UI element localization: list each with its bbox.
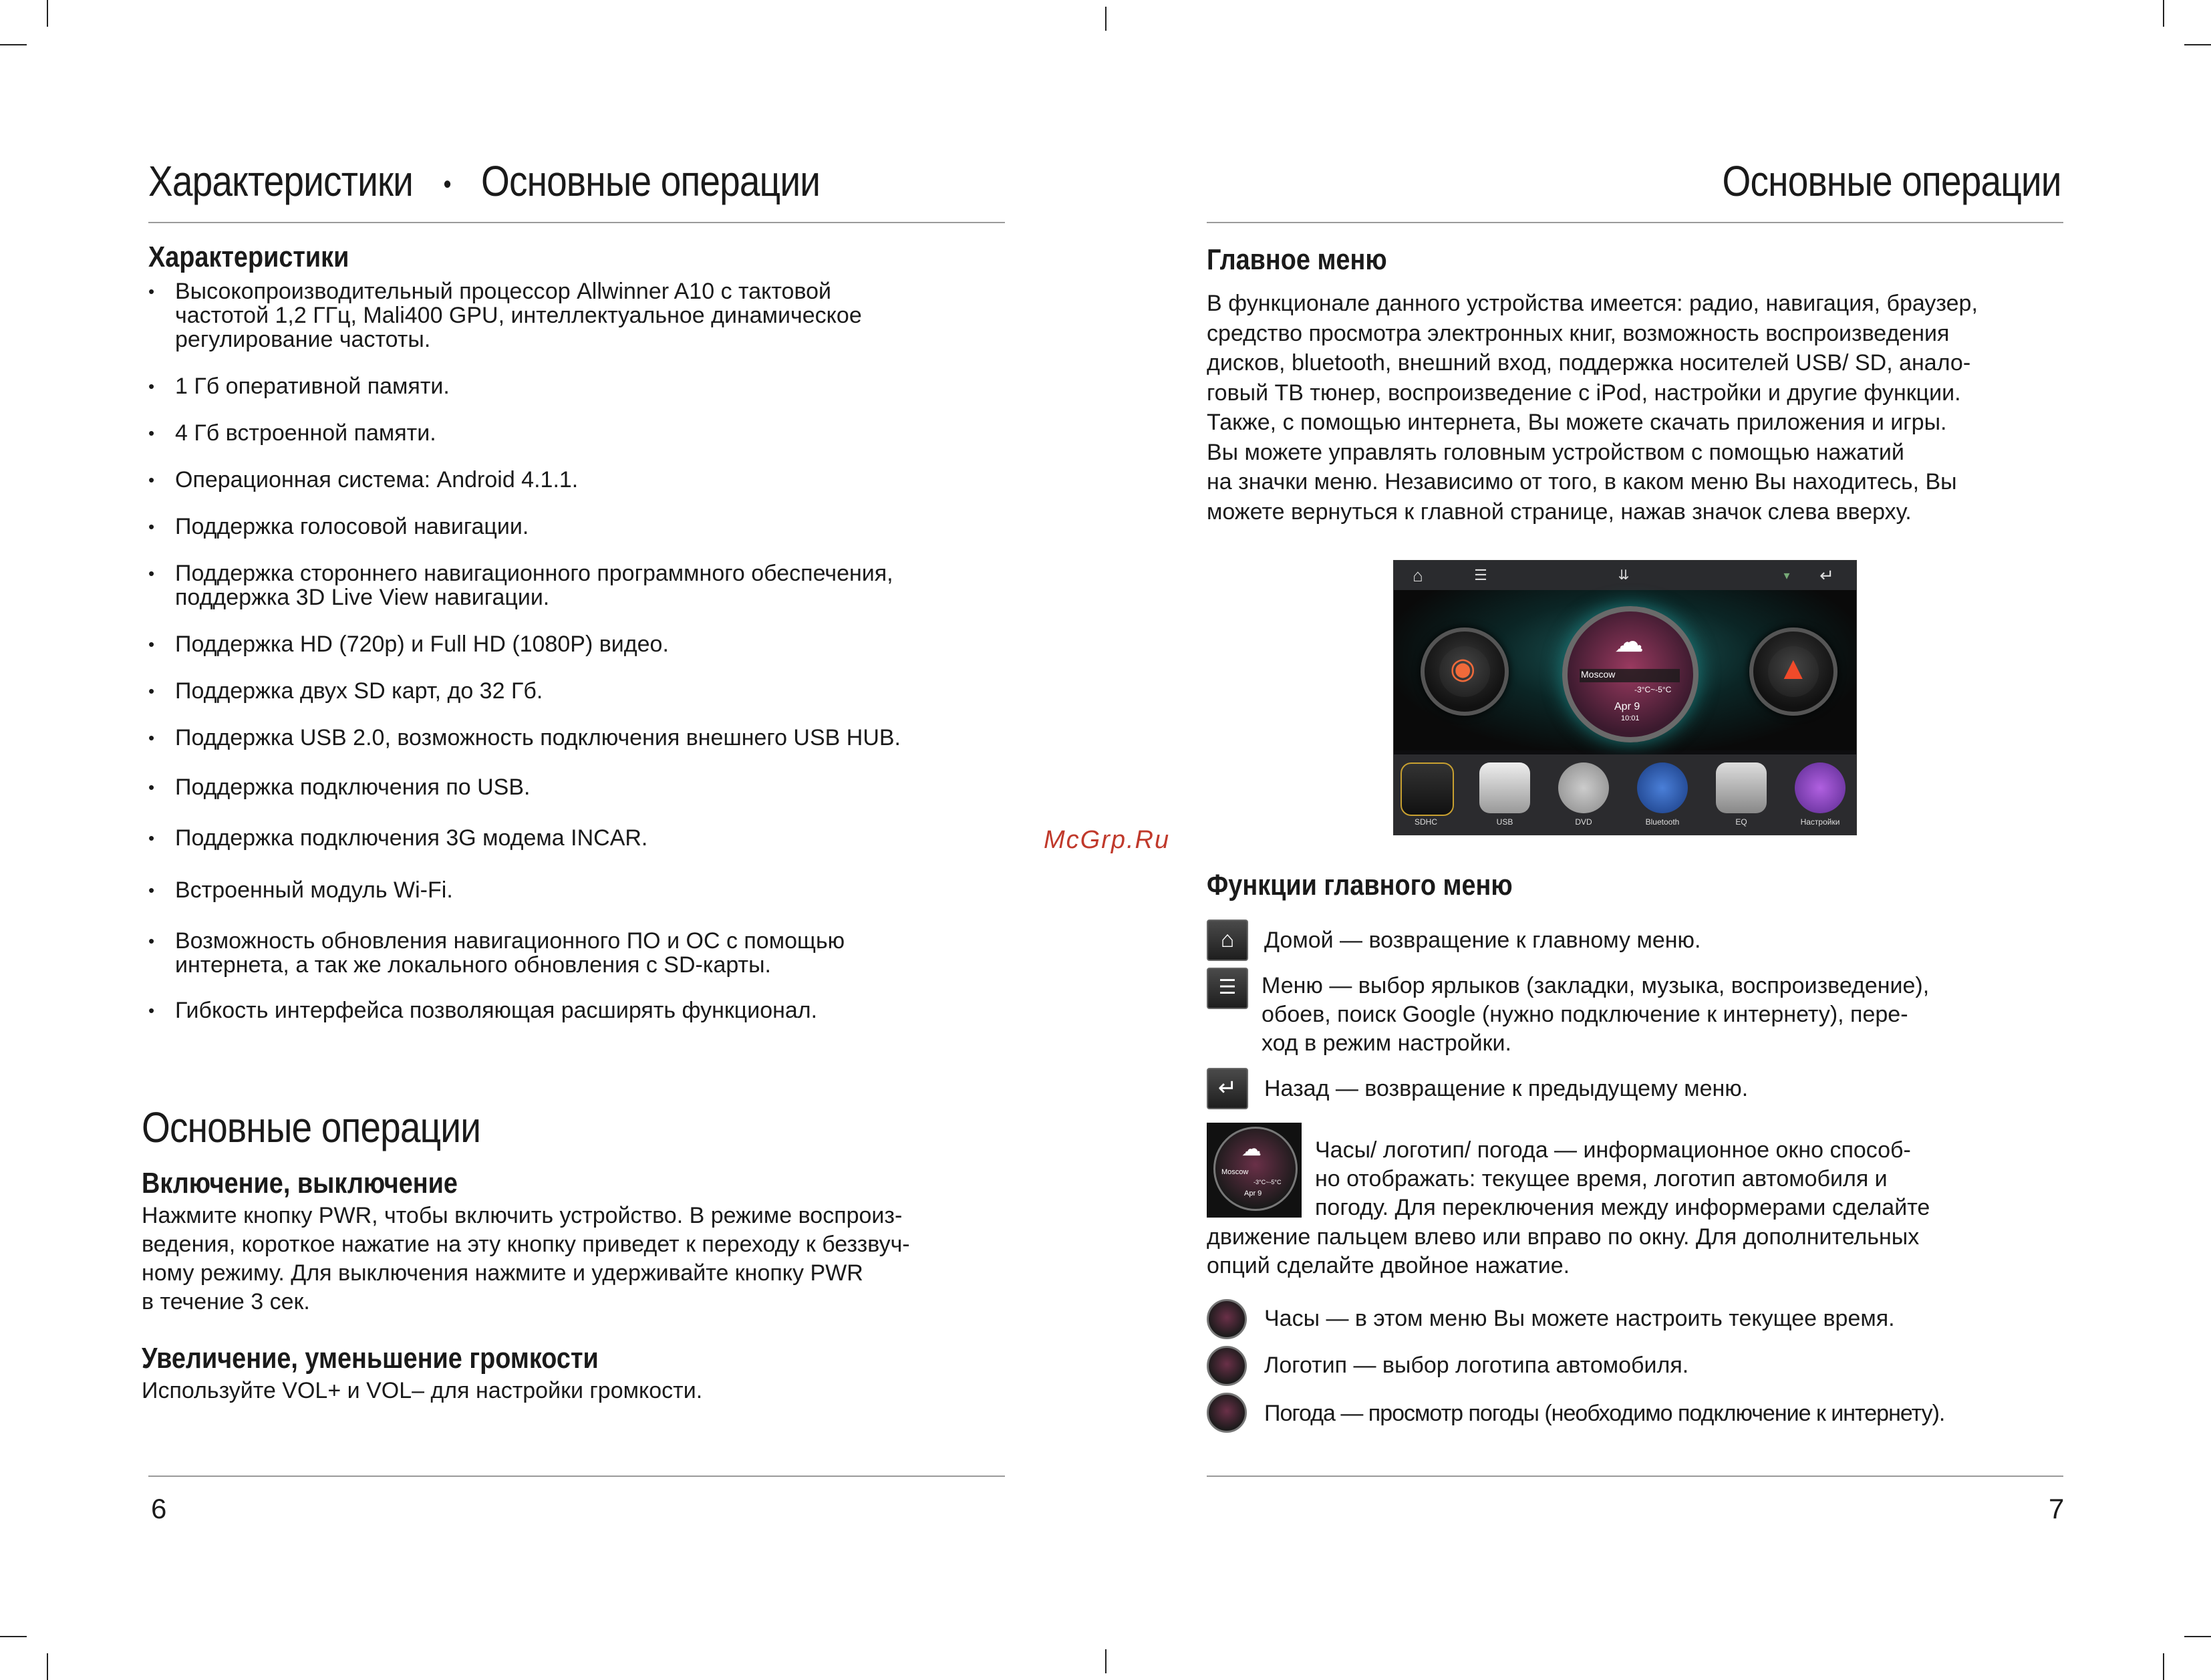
header-rule-right bbox=[1207, 222, 2063, 223]
power-heading: Включение, выключение bbox=[142, 1167, 458, 1200]
header-title-specs: Характеристики bbox=[148, 157, 414, 205]
back-icon: ↵ bbox=[1819, 565, 1834, 585]
clock-widget-thumbnail bbox=[1207, 1123, 1302, 1218]
home-icon: ⌂ bbox=[1207, 920, 1248, 961]
ops-title: Основные операции bbox=[142, 1103, 481, 1151]
list-item: • Поддержка HD (720p) и Full HD (1080P) видео. bbox=[148, 632, 1017, 656]
list-item: • Поддержка голосовой навигации. bbox=[148, 515, 1017, 539]
app-label: Bluetooth bbox=[1645, 817, 1680, 827]
list-item: • Поддержка подключения по USB. bbox=[148, 775, 1017, 799]
list-item: • Операционная система: Android 4.1.1. bbox=[148, 468, 1017, 492]
list-item: • Встроенный модуль Wi-Fi. bbox=[148, 878, 1017, 902]
widget-date: Apr 9 bbox=[1614, 701, 1640, 712]
radio-icon: ◉ bbox=[1450, 652, 1476, 685]
usb-app-icon bbox=[1479, 762, 1530, 813]
back-icon: ↵ bbox=[1207, 1068, 1248, 1109]
watermark: McGrp.Ru bbox=[1044, 826, 1171, 854]
back-description: Назад — возвращение к предыдущему меню. bbox=[1264, 1076, 1749, 1101]
list-item: • Поддержка подключения 3G модема INCAR. bbox=[148, 826, 1017, 850]
app-label: SDHC bbox=[1414, 817, 1437, 827]
weather-cloud-icon: ☁ bbox=[1614, 625, 1644, 658]
menu-description: Меню — выбор ярлыков (закладки, музыка, воспроизведение), обоев, поиск Google (нужно подключение к интернету), пере- ход в режим настройки. bbox=[1262, 973, 1930, 1056]
footer-rule-right bbox=[1207, 1476, 2063, 1477]
list-item: • Высокопроизводительный процессор Allwinner A10 с тактовой частотой 1,2 ГГц, Mali400 GPU, интеллектуальное динамическое регулирование частоты. bbox=[148, 279, 1017, 352]
page-number-left: 6 bbox=[151, 1493, 167, 1524]
specs-heading: Характеристики bbox=[148, 241, 349, 273]
list-item: • Поддержка стороннего навигационного программного обеспечения, поддержка 3D Live View навигации. bbox=[148, 561, 1017, 609]
main-menu-heading: Главное меню bbox=[1207, 243, 1387, 276]
functions-heading: Функции главного меню bbox=[1207, 869, 1513, 901]
radio-knob bbox=[1421, 627, 1509, 716]
weather-icon bbox=[1207, 1393, 1247, 1433]
volume-text: Используйте VOL+ и VOL– для настройки громкости. bbox=[142, 1378, 703, 1403]
clock-widget bbox=[1562, 606, 1699, 742]
crop-mark bbox=[0, 1636, 27, 1637]
crop-mark bbox=[0, 44, 27, 45]
eq-app-icon bbox=[1716, 762, 1767, 813]
home-icon: ⌂ bbox=[1413, 565, 1423, 585]
settings-app-icon bbox=[1795, 762, 1846, 813]
screen-top-bar bbox=[1394, 561, 1856, 591]
main-menu-text: В функционале данного устройства имеется: радио, навигация, браузер, средство просмотра электронных книг, возможность воспроизведения дисков, bluetooth, внешний вход, поддержка носителей USB/ SD, анало- говый ТВ тюнер, воспроизведение с iPod, настройки и другие функции. Также, с помощью интернета, Вы можете скачать приложения и игры. Вы можете управлять головным устройством с помощью нажатий на значки меню. Независимо от того, в каком меню Вы находитесь, Вы можете вернуться к главной странице, нажав значок слева вверху. bbox=[1207, 291, 1978, 525]
app-label: EQ bbox=[1735, 817, 1747, 827]
app-label: DVD bbox=[1575, 817, 1592, 827]
device-screenshot bbox=[1393, 560, 1857, 835]
crop-mark bbox=[2184, 1636, 2211, 1637]
header-separator: • bbox=[443, 169, 451, 199]
weather-cloud-icon: ☁ bbox=[1241, 1138, 1262, 1160]
thumb-city: Moscow bbox=[1221, 1168, 1249, 1176]
clock-widget-description-cont: движение пальцем влево или вправо по окну. Для дополнительных опций сделайте двойное нажатие. bbox=[1207, 1224, 1920, 1278]
list-item: • 4 Гб встроенной памяти. bbox=[148, 421, 1017, 445]
widget-city: Moscow bbox=[1581, 669, 1616, 680]
sdhc-app-icon bbox=[1401, 762, 1454, 816]
thumb-temp: -3°C~-5°C bbox=[1254, 1179, 1282, 1185]
crop-mark bbox=[1105, 1649, 1107, 1673]
specs-list bbox=[148, 279, 1017, 1022]
crop-mark bbox=[1105, 7, 1107, 31]
app-label: Настройки bbox=[1800, 817, 1840, 827]
left-page-header bbox=[148, 156, 820, 206]
widget-time: 10:01 bbox=[1621, 714, 1640, 722]
list-item: • Возможность обновления навигационного ПО и ОС с помощью интернета, а так же локального обновления с SD-карты. bbox=[148, 929, 1017, 977]
home-description: Домой — возвращение к главному меню. bbox=[1264, 928, 1701, 953]
crop-mark bbox=[2163, 1653, 2164, 1680]
right-page-header: Основные операции bbox=[1722, 157, 2061, 205]
thumb-date: Apr 9 bbox=[1244, 1189, 1262, 1198]
list-item: • Поддержка USB 2.0, возможность подключения внешнего USB HUB. bbox=[148, 726, 1017, 750]
bluetooth-app-icon bbox=[1637, 762, 1688, 813]
widget-temp: -3°C~-5°C bbox=[1634, 685, 1672, 694]
dvd-app-icon bbox=[1558, 762, 1609, 813]
navigation-arrow-icon: ▲ bbox=[1777, 651, 1809, 686]
crop-mark bbox=[47, 0, 48, 27]
page-number-right: 7 bbox=[2049, 1493, 2065, 1524]
app-label: USB bbox=[1496, 817, 1513, 827]
list-item: • 1 Гб оперативной памяти. bbox=[148, 374, 1017, 398]
list-item: • Поддержка двух SD карт, до 32 Гб. bbox=[148, 679, 1017, 703]
signal-icon: ▾ bbox=[1783, 569, 1790, 582]
volume-heading: Увеличение, уменьшение громкости bbox=[142, 1342, 599, 1375]
footer-rule bbox=[148, 1476, 1005, 1477]
logo-description: Логотип — выбор логотипа автомобиля. bbox=[1264, 1353, 1689, 1378]
header-title-ops: Основные операции bbox=[481, 157, 821, 205]
menu-icon: ☰ bbox=[1474, 567, 1487, 583]
weather-description: Погода — просмотр погоды (необходимо подключение к интернету). bbox=[1264, 1401, 1945, 1426]
pull-down-icon: ⇊ bbox=[1618, 568, 1630, 583]
clock-description: Часы — в этом меню Вы можете настроить текущее время. bbox=[1264, 1306, 1895, 1331]
header-rule bbox=[148, 222, 1005, 223]
clock-widget-description: Часы/ логотип/ погода — информационное окно способ- но отображать: текущее время, логотип автомобиля и погоду. Для переключения между информерами сделайте bbox=[1315, 1137, 1930, 1220]
crop-mark bbox=[2163, 0, 2164, 27]
navigation-knob bbox=[1749, 627, 1837, 716]
power-text: Нажмите кнопку PWR, чтобы включить устройство. В режиме воспроиз- ведения, короткое нажатие на эту кнопку приведет к переходу к беззвуч- ному режиму. Для выключения нажмите и удерживайте кнопку PWR в течение 3 сек. bbox=[142, 1203, 910, 1314]
crop-mark bbox=[2184, 44, 2211, 45]
clock-icon bbox=[1207, 1299, 1247, 1339]
logo-icon bbox=[1207, 1346, 1247, 1386]
list-item: • Гибкость интерфейса позволяющая расширять функционал. bbox=[148, 998, 1017, 1022]
crop-mark bbox=[47, 1653, 48, 1680]
menu-icon: ☰ bbox=[1207, 968, 1248, 1009]
